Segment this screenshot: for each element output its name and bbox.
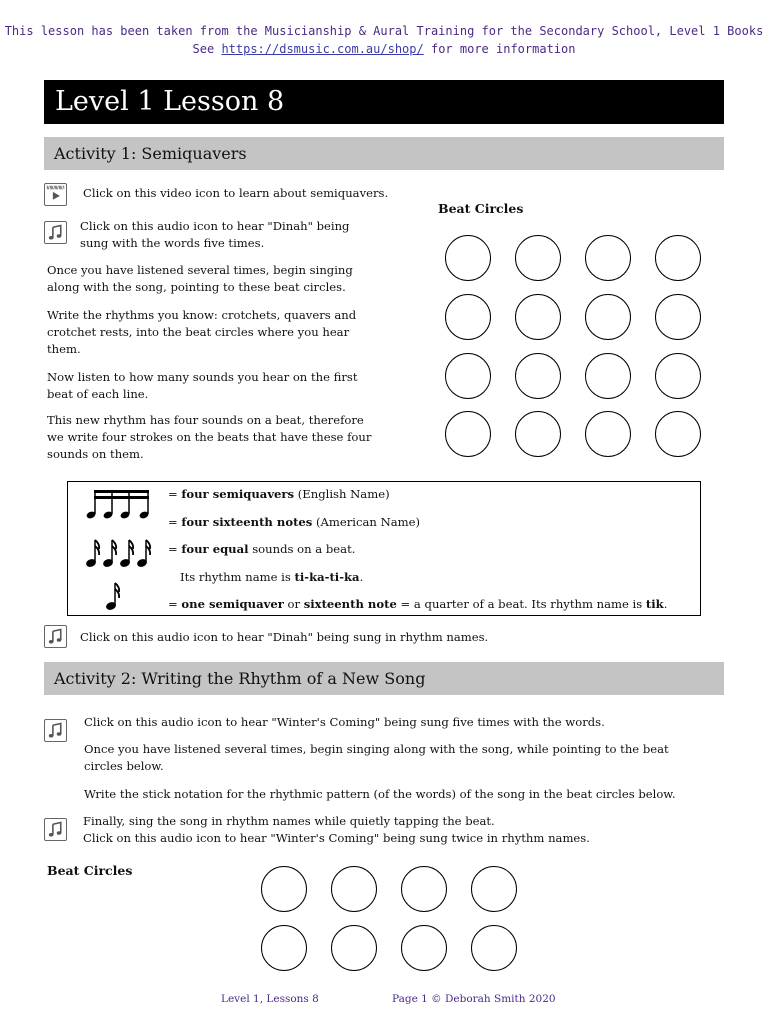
semiquaver-info-box	[67, 481, 701, 616]
beat-circle[interactable]	[655, 411, 701, 457]
para4-line3: sounds on them.	[47, 447, 144, 461]
more-info-text: for more information	[430, 42, 576, 56]
audio1-line2: sung with the words five times.	[80, 236, 265, 250]
beat-circle[interactable]	[331, 925, 377, 971]
para3-line2: beat of each line.	[47, 387, 149, 401]
info-row-4: Its rhythm name is ti-ka-ti-ka.	[180, 570, 364, 584]
beat-circle[interactable]	[515, 294, 561, 340]
beat-circle[interactable]	[445, 294, 491, 340]
beat-circle[interactable]	[331, 866, 377, 912]
beat-circle[interactable]	[261, 866, 307, 912]
audio2-instruction: Click on this audio icon to hear "Dinah" being sung in rhythm names.	[80, 630, 489, 644]
single-semiquaver-icon	[106, 581, 126, 611]
info-row-1: = four semiquavers (English Name)	[168, 487, 390, 501]
beat-circle[interactable]	[445, 411, 491, 457]
beat-circle[interactable]	[585, 294, 631, 340]
beat-circle[interactable]	[585, 353, 631, 399]
beat-circle[interactable]	[445, 353, 491, 399]
activity2-heading: Activity 2: Writing the Rhythm of a New Song	[44, 662, 724, 695]
audio4-line2: Click on this audio icon to hear "Winter's Coming" being sung twice in rhythm names.	[83, 831, 590, 845]
beat-circle[interactable]	[655, 353, 701, 399]
footer-left: Level 1, Lessons 8	[221, 993, 319, 1005]
para1-line1: Once you have listened several times, begin singing	[47, 263, 353, 277]
music-note-icon[interactable]	[44, 221, 67, 244]
source-note-line2	[0, 40, 768, 58]
info-row-5: = one semiquaver or sixteenth note = a quarter of a beat. Its rhythm name is tik.	[168, 597, 668, 611]
beat-circle[interactable]	[655, 294, 701, 340]
beat-circle[interactable]	[401, 866, 447, 912]
video-play-icon[interactable]	[44, 183, 67, 206]
lesson-title: Level 1 Lesson 8	[44, 80, 724, 124]
beat-circle[interactable]	[585, 235, 631, 281]
beat-circle[interactable]	[655, 235, 701, 281]
beat-circles-label-1: Beat Circles	[438, 201, 524, 216]
beamed-semiquavers-icon	[86, 488, 152, 520]
para2-line1: Write the rhythms you know: crotchets, quavers and	[47, 308, 357, 322]
flagged-semiquavers-icon	[86, 538, 154, 568]
info-row-3: = four equal sounds on a beat.	[168, 542, 356, 556]
music-note-icon[interactable]	[44, 719, 67, 742]
para2-line2: crotchet rests, into the beat circles where you hear	[47, 325, 350, 339]
audio1-line1: Click on this audio icon to hear "Dinah" being	[80, 219, 350, 233]
para1-line2: along with the song, pointing to these beat circles.	[47, 280, 346, 294]
shop-link[interactable]: https://dsmusic.com.au/shop/	[221, 42, 424, 56]
see-text: See	[192, 42, 215, 56]
source-note	[0, 22, 768, 58]
audio4-line1: Finally, sing the song in rhythm names while quietly tapping the beat.	[83, 814, 495, 828]
footer-right: Page 1 © Deborah Smith 2020	[392, 993, 556, 1005]
source-note-line1: This lesson has been taken from the Musicianship & Aural Training for the Secondary School, Level 1 Books	[4, 24, 764, 38]
a2-para1-line2: circles below.	[84, 759, 164, 773]
beat-circle[interactable]	[471, 925, 517, 971]
music-note-icon[interactable]	[44, 625, 67, 648]
para2-line3: them.	[47, 342, 81, 356]
para3-line1: Now listen to how many sounds you hear on the first	[47, 370, 358, 384]
a2-para2: Write the stick notation for the rhythmic pattern (of the words) of the song in the beat circles below.	[84, 787, 676, 801]
info-row-2: = four sixteenth notes (American Name)	[168, 515, 421, 529]
music-note-icon[interactable]	[44, 818, 67, 841]
para4-line2: we write four strokes on the beats that have these four	[47, 430, 372, 444]
beat-circle[interactable]	[401, 925, 447, 971]
beat-circle[interactable]	[471, 866, 517, 912]
beat-circle[interactable]	[261, 925, 307, 971]
para4-line1: This new rhythm has four sounds on a beat, therefore	[47, 413, 364, 427]
a2-para1-line1: Once you have listened several times, begin singing along with the song, while pointing to the beat	[84, 742, 669, 756]
beat-circle[interactable]	[515, 235, 561, 281]
beat-circle[interactable]	[445, 235, 491, 281]
beat-circle[interactable]	[585, 411, 631, 457]
beat-circle[interactable]	[515, 411, 561, 457]
beat-circles-label-2: Beat Circles	[47, 863, 133, 878]
beat-circle[interactable]	[515, 353, 561, 399]
activity1-heading: Activity 1: Semiquavers	[44, 137, 724, 170]
video-instruction: Click on this video icon to learn about semiquavers.	[83, 186, 389, 200]
audio3-instruction: Click on this audio icon to hear "Winter's Coming" being sung five times with the words.	[84, 715, 605, 729]
